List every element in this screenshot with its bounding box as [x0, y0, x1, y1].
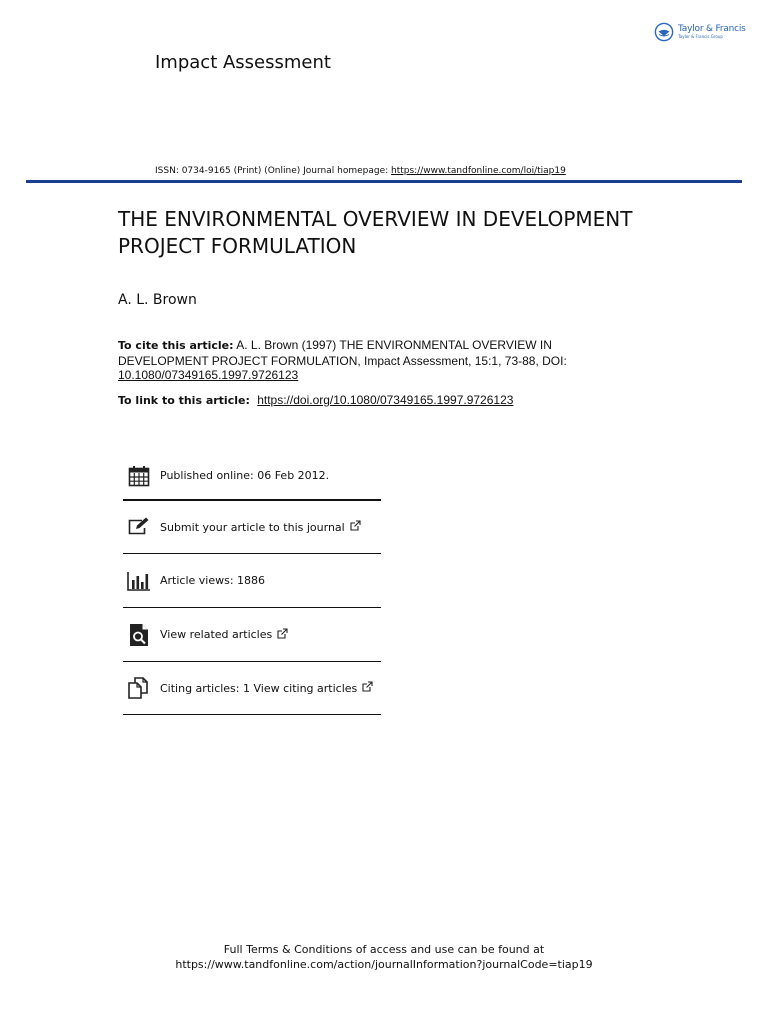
- article-doi-link[interactable]: https://doi.org/10.1080/07349165.1997.9726123: [257, 393, 514, 407]
- author-name: A. L. Brown: [118, 292, 197, 308]
- citation-text: A. L. Brown (1997) THE ENVIRONMENTAL OVERVIEW IN DEVELOPMENT PROJECT FORMULATION, Impact Assessment, 15:1, 73-88, DOI:: [118, 338, 567, 368]
- info-submit-article[interactable]: [123, 501, 381, 554]
- journal-homepage-link[interactable]: https://www.tandfonline.com/loi/tiap19: [391, 166, 566, 176]
- header-rule: [26, 180, 742, 183]
- info-article-views: [123, 554, 381, 608]
- article-info-list: [123, 452, 381, 715]
- publisher-subtitle: Taylor & Francis Group: [678, 34, 723, 39]
- external-link-icon: [362, 681, 373, 695]
- footer-terms: [0, 942, 768, 972]
- footer-line-1: Full Terms & Conditions of access and use can be found at: [223, 943, 545, 956]
- info-published: [123, 452, 381, 501]
- external-link-icon: [350, 520, 361, 534]
- issn-text: ISSN: 0734-9165 (Print) (Online) Journal homepage:: [155, 166, 389, 176]
- article-title: THE ENVIRONMENTAL OVERVIEW IN DEVELOPMENT PROJECT FORMULATION: [118, 207, 633, 258]
- citation-block: [118, 338, 588, 383]
- related-articles-text: View related articles: [160, 628, 273, 641]
- calendar-icon: [127, 464, 151, 488]
- edit-icon: [127, 515, 151, 539]
- bar-chart-icon: [127, 569, 151, 593]
- info-related-articles[interactable]: [123, 608, 381, 662]
- issn-line: [155, 166, 566, 176]
- citing-articles-text: Citing articles: 1 View citing articles: [160, 681, 358, 695]
- citation-doi-link[interactable]: 10.1080/07349165.1997.9726123: [118, 368, 299, 382]
- journal-title: Impact Assessment: [155, 52, 331, 73]
- article-views-text: Article views: 1886: [160, 574, 266, 587]
- article-link-block: [118, 393, 638, 407]
- publisher-name: Taylor & Francis: [678, 24, 746, 34]
- link-label: To link to this article:: [118, 394, 250, 407]
- publisher-logo[interactable]: [654, 22, 746, 42]
- copy-documents-icon: [127, 676, 151, 700]
- search-document-icon: [127, 623, 151, 647]
- info-citing-articles[interactable]: [123, 662, 381, 715]
- submit-article-text: Submit your article to this journal: [160, 520, 345, 534]
- citation-label: To cite this article:: [118, 339, 234, 352]
- published-text: Published online: 06 Feb 2012.: [160, 469, 330, 482]
- taylor-francis-logo-icon: [654, 22, 674, 42]
- footer-terms-link[interactable]: https://www.tandfonline.com/action/journalInformation?journalCode=tiap19: [175, 958, 593, 971]
- external-link-icon: [277, 628, 288, 642]
